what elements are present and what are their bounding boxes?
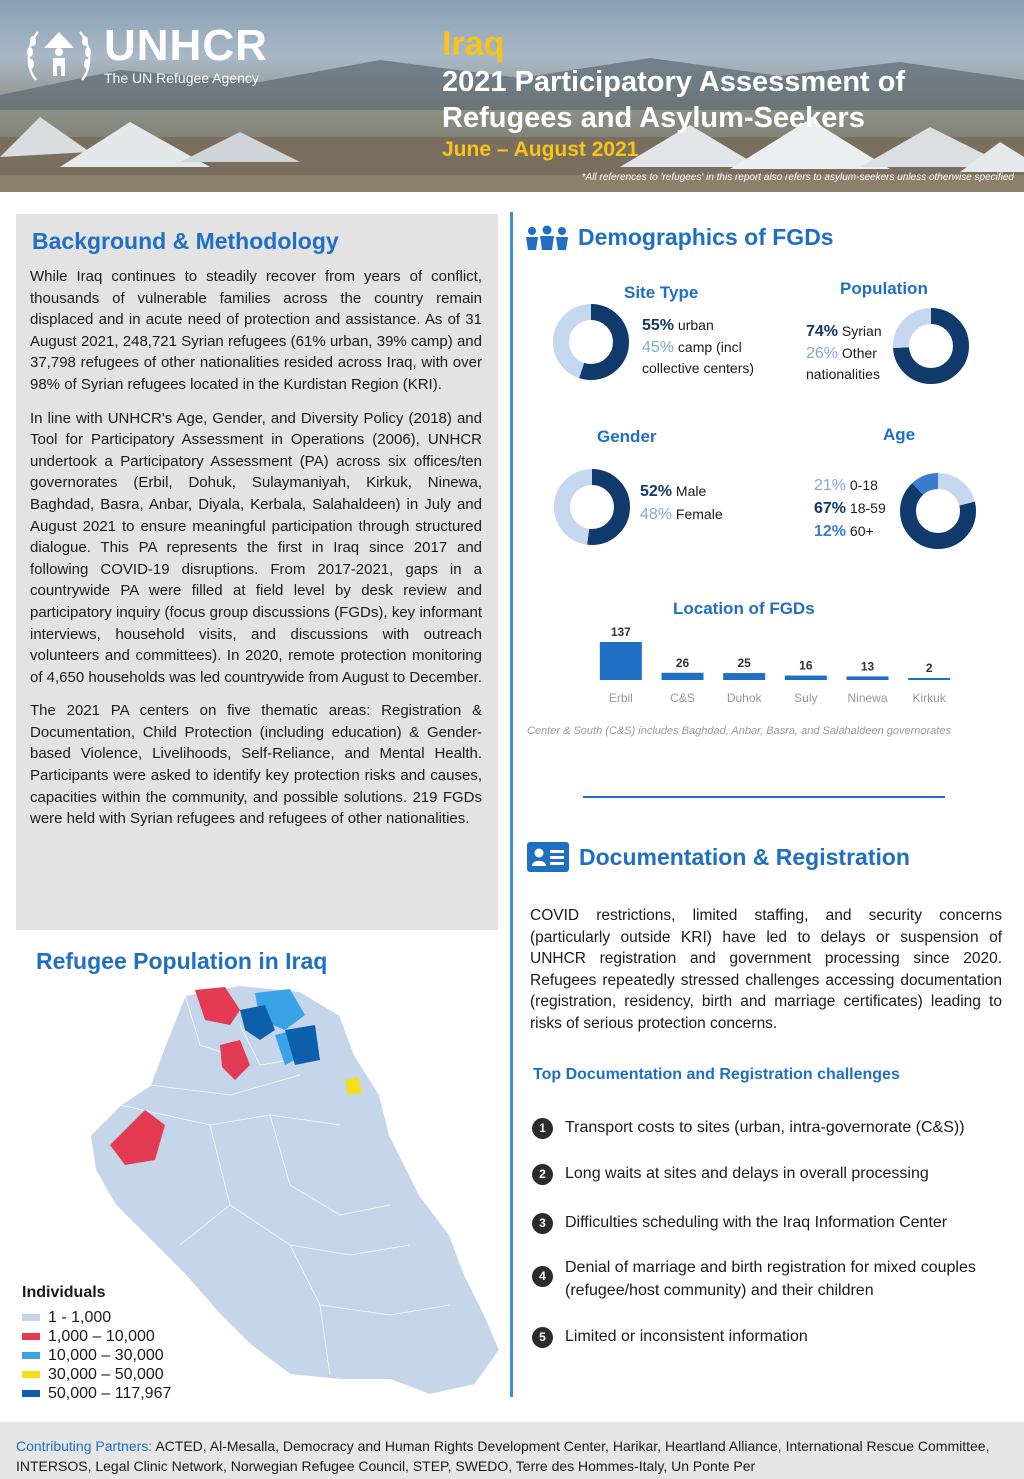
challenge-item <box>532 1211 947 1234</box>
challenge-item <box>532 1256 982 1302</box>
documentation-text: COVID restrictions, limited staffing, and security concerns (particularly outside KRI) have led to delays or suspension of UNHCR registration and government processing since 2020. Refugees repeatedly stressed challenges accessing documentation (registration, residency, birth and marriage certificates) leading to risks of serious protection concerns. <box>530 907 1002 1032</box>
challenge-text: Denial of marriage and birth registration for mixed couples (refugee/host community) and their children <box>565 1259 976 1299</box>
refugee-definition-note: *All references to 'refugees' in this report also refers to asylum-seekers unless otherwise specified <box>581 172 1014 183</box>
bar-value-label: 25 <box>737 656 751 671</box>
legend-label: 1,000 – 10,000 <box>48 1328 155 1345</box>
legend-item <box>22 1308 171 1327</box>
gender-title: Gender <box>597 427 657 446</box>
gender-male-label: Male <box>675 483 707 499</box>
legend-swatch <box>22 1333 40 1340</box>
bar-erbil <box>600 642 642 680</box>
unhcr-emblem-icon <box>22 22 96 88</box>
challenge-text: Limited or inconsistent information <box>565 1328 808 1345</box>
legend-item <box>22 1346 171 1365</box>
site-type-title: Site Type <box>624 283 699 302</box>
background-methodology-panel <box>16 214 498 930</box>
location-title: Location of FGDs <box>673 599 815 618</box>
column-divider <box>510 212 513 1397</box>
legend-title: Individuals <box>22 1284 106 1301</box>
gender-female-label: Female <box>675 506 723 522</box>
age-donut <box>898 471 978 551</box>
gender-male-pct: 52% <box>640 483 673 500</box>
age-18-59-label: 18-59 <box>849 500 886 516</box>
bar-duhok <box>723 673 765 680</box>
gender-stats <box>640 480 723 526</box>
population-syrian-pct: 74% <box>806 323 839 340</box>
legend-item <box>22 1384 171 1403</box>
legend-swatch <box>22 1352 40 1359</box>
population-donut <box>891 306 971 386</box>
bar-value-label: 137 <box>610 625 631 639</box>
report-period: June – August 2021 <box>442 138 639 161</box>
bar-category-label: Kirkuk <box>912 691 946 705</box>
site-type-urban-pct: 55% <box>642 317 675 334</box>
legend-swatch <box>22 1371 40 1378</box>
org-tagline: The UN Refugee Agency <box>104 70 259 86</box>
age-60-plus-pct: 12% <box>814 523 847 540</box>
population-syrian-label: Syrian <box>841 323 882 339</box>
age-60-plus-label: 60+ <box>849 523 874 539</box>
report-title: 2021 Participatory Assessment of Refugees and Asylum-Seekers <box>442 66 906 134</box>
bar-value-label: 13 <box>860 659 875 674</box>
documentation-header <box>527 842 910 872</box>
challenge-text: Long waits at sites and delays in overall processing <box>565 1165 929 1182</box>
challenge-text: Difficulties scheduling with the Iraq Information Center <box>565 1214 948 1231</box>
map-heading: Refugee Population in Iraq <box>36 948 328 974</box>
legend-label: 30,000 – 50,000 <box>48 1366 164 1383</box>
population-title: Population <box>840 279 928 298</box>
legend-item <box>22 1365 171 1384</box>
demographics-heading: Demographics of FGDs <box>578 224 834 250</box>
site-type-camp-pct: 45% <box>642 339 675 356</box>
header-banner <box>0 0 1024 192</box>
site-type-stats <box>642 314 762 378</box>
challenge-number: 5 <box>532 1327 553 1348</box>
background-paragraph: In line with UNHCR's Age, Gender, and Diversity Policy (2018) and Tool for Participatory Assessment in Operations (2006), UNHCR undertook a Participatory Assessment (PA) across six offices/ten governorates (Erbil, Dohuk, Sulaymaniyah, Kirkuk, Ninewa, Baghdad, Basra, Anbar, Diyala, Kerbala, Salahaldeen) in July and August 2021 to ensure meaningful participation through structured dialogue. This PA represents the first in Iraq since 2017 and following COVID-19 disruptions. From 2017-2021, gaps in a countrywide PA were filled at field level by desk review and participatory inquiry (focus group discussions (FGDs), key informant interviews, household visits, and discussions with outreach volunteers and committees). In 2020, remote protection monitoring of 4,650 households was led countrywide from August to December. <box>30 409 482 686</box>
age-title: Age <box>883 425 916 444</box>
bar-ninewa <box>847 676 889 680</box>
bar-category-label: Suly <box>794 691 818 705</box>
location-bar-chart <box>590 620 960 710</box>
population-other-pct: 26% <box>806 345 839 362</box>
gender-female-pct: 48% <box>640 506 673 523</box>
challenge-item <box>532 1325 808 1348</box>
site-type-camp-label: camp (incl collective centers) <box>642 339 755 376</box>
background-paragraph: The 2021 PA centers on five thematic areas: Registration & Documentation, Child Protection (including education) & Gender-based Violence, Livelihoods, Self-Reliance, and Mental Health. Participants were asked to identify key protection risks and causes, capacities within the community, and possible solutions. 219 FGDs were held with Syrian refugees and refugees of other nationalities. <box>30 702 482 828</box>
bar-cs <box>662 673 704 680</box>
report-title-block <box>442 24 942 164</box>
legend-label: 1 - 1,000 <box>48 1309 112 1326</box>
gender-donut <box>552 467 632 547</box>
bar-category-label: Duhok <box>726 691 762 705</box>
site-type-urban-label: urban <box>677 317 714 333</box>
unhcr-logo[interactable] <box>22 22 268 88</box>
bar-value-label: 26 <box>675 655 690 670</box>
cs-definition-note: Center & South (C&S) includes Baghdad, Anbar, Basra, and Salahaldeen governorates <box>527 725 951 737</box>
challenge-item <box>532 1116 965 1139</box>
background-heading: Background & Methodology <box>32 228 339 254</box>
challenge-number: 3 <box>532 1213 553 1234</box>
challenge-number: 1 <box>532 1118 553 1139</box>
population-other-label: Other nationalities <box>806 345 880 382</box>
challenge-text: Transport costs to sites (urban, intra-governorate (C&S)) <box>565 1119 965 1136</box>
background-text <box>30 266 482 842</box>
map-legend <box>22 1284 171 1403</box>
legend-label: 50,000 – 117,967 <box>48 1385 172 1402</box>
population-stats <box>806 320 886 384</box>
challenge-number: 2 <box>532 1164 553 1185</box>
bar-value-label: 16 <box>799 658 813 673</box>
country-title: Iraq <box>442 25 505 63</box>
age-0-18-label: 0-18 <box>849 477 878 493</box>
contributing-partners-footer <box>0 1422 1024 1479</box>
bar-kirkuk <box>908 678 950 680</box>
bar-category-label: Ninewa <box>847 691 888 705</box>
people-group-icon <box>524 225 570 251</box>
legend-item <box>22 1327 171 1346</box>
legend-swatch <box>22 1314 40 1321</box>
challenge-number: 4 <box>532 1266 553 1287</box>
org-name: UNHCR <box>104 21 268 70</box>
top-challenges-heading: Top Documentation and Registration challenges <box>533 1066 900 1083</box>
bar-category-label: C&S <box>670 691 695 705</box>
bar-value-label: 2 <box>925 661 933 675</box>
legend-swatch <box>22 1390 40 1397</box>
documentation-heading: Documentation & Registration <box>579 843 910 870</box>
bar-suly <box>785 676 827 680</box>
age-0-18-pct: 21% <box>814 477 847 494</box>
partners-label: Contributing Partners: <box>16 1438 153 1454</box>
site-type-donut <box>551 302 631 382</box>
legend-label: 10,000 – 30,000 <box>48 1347 164 1364</box>
id-card-icon <box>527 842 569 872</box>
age-stats <box>814 474 886 543</box>
background-paragraph: While Iraq continues to steadily recover from years of conflict, thousands of vulnerable families across the country remain displaced and in acute need of protection and assistance. As of 31 August 2021, 248,721 Syrian refugees (61% urban, 39% camp) and 37,798 refugees of other nationalities resided across Iraq, with over 98% of Syrian refugees located in the Kurdistan Region (KRI). <box>30 268 482 393</box>
age-18-59-pct: 67% <box>814 500 847 517</box>
demographics-header <box>524 224 834 251</box>
bar-category-label: Erbil <box>608 691 633 705</box>
partners-list: ACTED, Al-Mesalla, Democracy and Human Rights Development Center, Harikar, Heartland Alliance, International Rescue Committee, INTERSOS, Legal Clinic Network, Norwegian Refugee Council, STEP, SWEDO, Terre des Hommes-Italy, Un Ponte Per <box>16 1438 990 1474</box>
challenge-item <box>532 1162 929 1185</box>
section-divider <box>583 796 945 798</box>
